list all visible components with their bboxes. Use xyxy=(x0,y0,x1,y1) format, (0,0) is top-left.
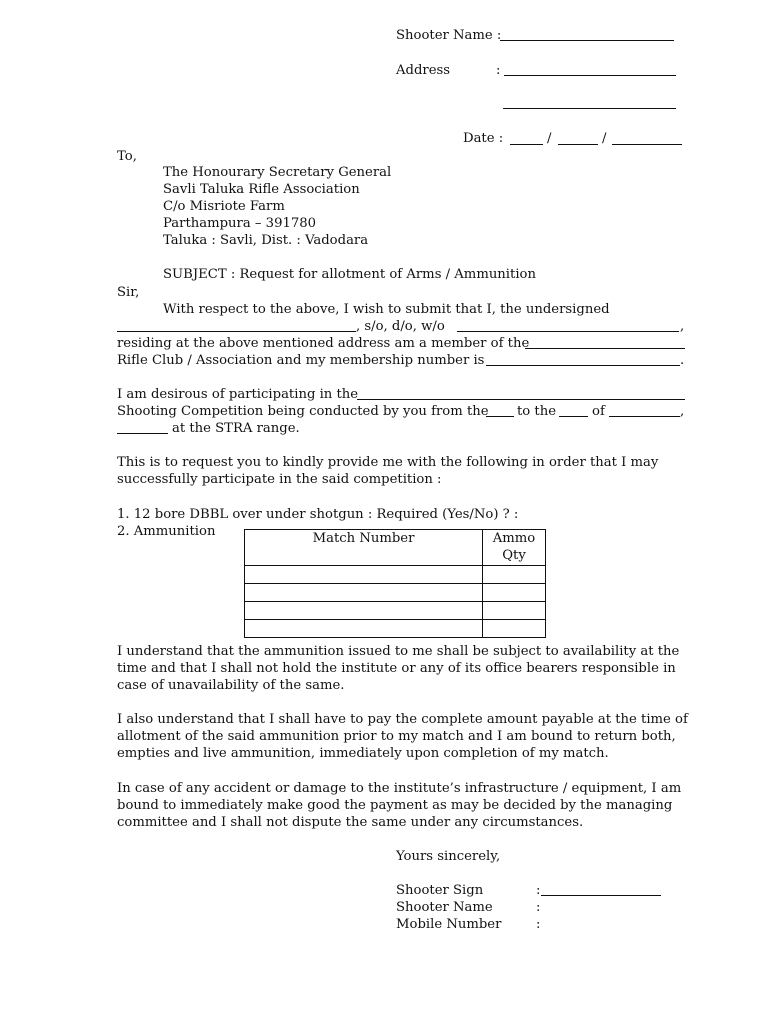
undersigned-name-line[interactable] xyxy=(117,331,356,332)
year-line[interactable] xyxy=(117,433,168,434)
item-ammunition: 2. Ammunition xyxy=(117,524,216,539)
match-number-cell[interactable] xyxy=(245,584,483,602)
address-label: Address xyxy=(396,63,451,78)
para4-line: case of unavailability of the same. xyxy=(117,678,345,693)
ammo-qty-cell[interactable] xyxy=(483,620,546,638)
para1-line1: With respect to the above, I wish to submit that I, the undersigned xyxy=(163,302,610,317)
address-colon: : xyxy=(496,63,501,78)
para4-line: time and that I shall not hold the institute or any of its office bearers responsible in xyxy=(117,661,676,676)
date-month-line[interactable] xyxy=(558,144,598,145)
to-date-line[interactable] xyxy=(559,416,588,417)
date-slash-2: / xyxy=(602,131,607,146)
para1-line4: Rifle Club / Association and my membership number is xyxy=(117,353,485,368)
membership-number-line[interactable] xyxy=(486,365,680,366)
para5-line: I also understand that I shall have to pay the complete amount payable at the time of xyxy=(117,712,688,727)
para5-line: allotment of the said ammunition prior to my match and I am bound to return both, xyxy=(117,729,676,744)
table-row xyxy=(245,602,546,620)
para2-line3: at the STRA range. xyxy=(172,421,300,436)
table-row xyxy=(245,584,546,602)
para1-line3: residing at the above mentioned address am a member of the xyxy=(117,336,530,351)
address-line-1[interactable] xyxy=(504,75,676,76)
para1-comma: , xyxy=(680,319,685,334)
shooter-sign-line[interactable] xyxy=(541,895,661,896)
para6-line: bound to immediately make good the payment as may be decided by the managing xyxy=(117,798,673,813)
shooter-sign-label: Shooter Sign xyxy=(396,883,484,898)
date-year-line[interactable] xyxy=(612,144,682,145)
match-number-header: Match Number xyxy=(245,530,483,566)
addressee-line: The Honourary Secretary General xyxy=(163,165,392,180)
para6-line: committee and I shall not dispute the same under any circumstances. xyxy=(117,815,584,830)
date-label: Date : xyxy=(463,131,504,146)
match-number-cell[interactable] xyxy=(245,566,483,584)
para5-line: empties and live ammunition, immediately upon completion of my match. xyxy=(117,746,609,761)
shooter-name-label: Shooter Name : xyxy=(396,28,502,43)
to-salutation: To, xyxy=(117,149,137,164)
shooter-name-closing-label: Shooter Name xyxy=(396,900,493,915)
table-row xyxy=(245,566,546,584)
para1-relation: , s/o, d/o, w/o xyxy=(356,319,445,334)
date-slash-1: / xyxy=(547,131,552,146)
relation-name-line[interactable] xyxy=(457,331,679,332)
table-header-row xyxy=(245,530,546,566)
para2-line1: I am desirous of participating in the xyxy=(117,387,359,402)
ammo-qty-cell[interactable] xyxy=(483,566,546,584)
para6-line: In case of any accident or damage to the institute’s infrastructure / equipment, I am xyxy=(117,781,682,796)
shooter-name-line[interactable] xyxy=(500,40,674,41)
para3-line: This is to request you to kindly provide me with the following in order that I may xyxy=(117,455,659,470)
ammo-qty-cell[interactable] xyxy=(483,584,546,602)
addressee-line: Taluka : Savli, Dist. : Vadodara xyxy=(163,233,369,248)
para1-period: . xyxy=(680,353,685,368)
address-line-2[interactable] xyxy=(503,108,676,109)
ammo-qty-header: Ammo Qty xyxy=(483,530,546,566)
shooter-sign-colon: : xyxy=(536,883,541,898)
date-day-line[interactable] xyxy=(510,144,543,145)
para2-comma: , xyxy=(680,404,685,419)
match-number-cell[interactable] xyxy=(245,602,483,620)
from-date-line[interactable] xyxy=(486,416,514,417)
addressee-line: Parthampura – 391780 xyxy=(163,216,317,231)
competition-name-line[interactable] xyxy=(357,399,685,400)
club-name-line[interactable] xyxy=(525,348,685,349)
month-line[interactable] xyxy=(609,416,680,417)
para4-line: I understand that the ammunition issued to me shall be subject to availability at the xyxy=(117,644,680,659)
match-number-cell[interactable] xyxy=(245,620,483,638)
subject-line: SUBJECT : Request for allotment of Arms / Ammunition xyxy=(163,267,536,282)
addressee-line: C/o Misriote Farm xyxy=(163,199,285,214)
ammunition-table xyxy=(244,529,546,638)
table-row xyxy=(245,620,546,638)
para3-line: successfully participate in the said competition : xyxy=(117,472,442,487)
item-shotgun: 1. 12 bore DBBL over under shotgun : Required (Yes/No) ? : xyxy=(117,507,519,522)
mobile-number-label: Mobile Number xyxy=(396,917,502,932)
para2-line2b: to the xyxy=(517,404,557,419)
para2-line2c: of xyxy=(592,404,605,419)
shooter-name-colon: : xyxy=(536,900,541,915)
yours-sincerely: Yours sincerely, xyxy=(396,849,501,864)
mobile-number-colon: : xyxy=(536,917,541,932)
greeting: Sir, xyxy=(117,285,140,300)
addressee-line: Savli Taluka Rifle Association xyxy=(163,182,360,197)
para2-line2a: Shooting Competition being conducted by you from the xyxy=(117,404,489,419)
ammo-qty-cell[interactable] xyxy=(483,602,546,620)
